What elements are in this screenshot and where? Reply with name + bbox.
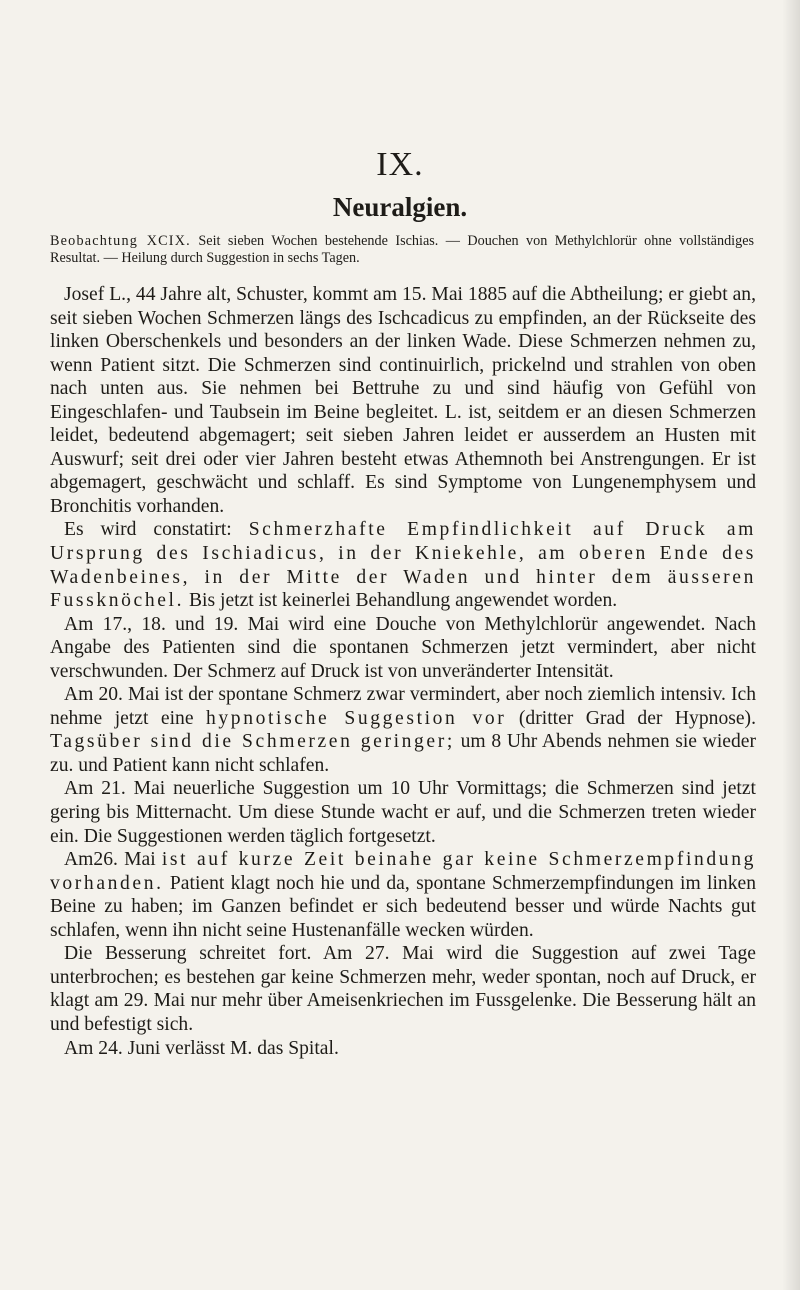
emphasized-text: Tagsüber sind die Schmerzen geringer; <box>50 731 455 753</box>
paragraph <box>50 518 756 612</box>
emphasized-text: hypnotische Suggestion vor <box>206 707 507 729</box>
emphasized-text: ist auf kurze Zeit beinahe gar keine Schmerzempfindung vorhanden. <box>50 849 756 894</box>
paragraph-text: um 8 Uhr Abends nehmen sie wieder zu. und Patient kann nicht schlafen. <box>50 731 756 776</box>
paragraph-text: Die Besserung schreitet fort. Am 27. Mai wird die Suggestion auf zwei Tage unterbrochen; es bestehen gar keine Schmerzen mehr, weder spontan, noch auf Druck, er klagt am 29. Mai nur mehr über Ameisenkriechen im Fussgelenke. Die Besserung hält an und befestigt sich. <box>50 943 756 1035</box>
paragraph-text: Josef L., 44 Jahre alt, Schuster, kommt am 15. Mai 1885 auf die Abtheilung; er giebt an, seit sieben Wochen Schmerzen längs des Ischcadicus zu empfinden, an der Rückseite des linken Oberschenkels und besonders an der linken Wade. Diese Schmerzen nehmen zu, wenn Patient sitzt. Die Schmerzen sind continuirlich, prickelnd und strahlen von oben nach unten aus. Sie nehmen bei Bettruhe zu und sind häufig von Gefühl von Eingeschlafen- und Taubsein im Beine begleitet. L. ist, seitdem er an diesen Schmerzen leidet, bedeutend abgemagert; seit sieben Jahren leidet er ausserdem an Husten mit Auswurf; seit drei oder vier Jahren besteht etwas Athemnoth bei Anstrengungen. Er ist abgemagert, geschwächt und schlaff. Es sind Symptome von Lungenemphysem und Bronchitis vorhanden. <box>50 284 756 517</box>
chapter-title: Neuralgien. <box>332 192 468 222</box>
paragraph-text: Am26. Mai <box>64 849 162 871</box>
paragraph-text: (dritter Grad der Hypnose). <box>506 707 756 729</box>
paragraph-text: Am 17., 18. und 19. Mai wird eine Douche von Methylchlorür angewendet. Nach Angabe des Patienten sind die spontanen Schmerzen jetzt vermindert, aber nicht verschwunden. Der Schmerz auf Druck ist von unveränderter Intensität. <box>50 613 756 682</box>
observation-header <box>50 233 754 267</box>
paragraph <box>50 1037 756 1061</box>
paragraph-text: Am 24. Juni verlässt M. das Spital. <box>64 1037 339 1059</box>
paragraph-text: Bis jetzt ist keinerlei Behandlung angewendet worden. <box>184 590 618 612</box>
emphasized-text: Schmerzhafte Empfindlichkeit auf Druck am Ursprung des Ischiadicus, in der Kniekehle, am oberen Ende des Wadenbeines, in der Mitte der Waden und hinter dem äusseren Fussknöchel. <box>50 519 757 612</box>
paragraph-text: Am 21. Mai neuerliche Suggestion um 10 Uhr Vormittags; die Schmerzen sind jetzt gering bis Mitternacht. Um diese Stunde wacht er auf, und die Schmerzen treten wieder ein. Die Suggestionen werden täglich fortgesetzt. <box>50 778 756 847</box>
paragraph-text: Am 20. Mai ist der spontane Schmerz zwar vermindert, aber noch ziemlich intensiv. Ich nehme jetzt eine <box>50 684 756 729</box>
chapter-number: IX. <box>376 146 424 183</box>
paragraph <box>50 283 756 518</box>
case-text <box>50 283 756 1060</box>
observation-summary: Seit sieben Wochen bestehende Ischias. — Douchen von Methylchlorür ohne vollständiges Resultat. — Heilung durch Suggestion in sechs Tagen. <box>50 233 755 266</box>
paragraph <box>50 683 756 777</box>
paragraph-text: Es wird constatirt: <box>64 519 249 541</box>
paragraph <box>50 613 756 684</box>
paragraph <box>50 942 756 1036</box>
paragraph <box>50 848 756 942</box>
observation-label: Beobachtung XCIX. <box>50 233 191 249</box>
paragraph-text: Patient klagt noch hie und da, spontane Schmerzempfindungen im linken Beine zu haben; im Ganzen befindet er sich bedeutend besser und würde Nachts gut schlafen, wenn ihn nicht seine Hustenanfälle wecken würden. <box>50 872 756 941</box>
paragraph <box>50 777 756 848</box>
